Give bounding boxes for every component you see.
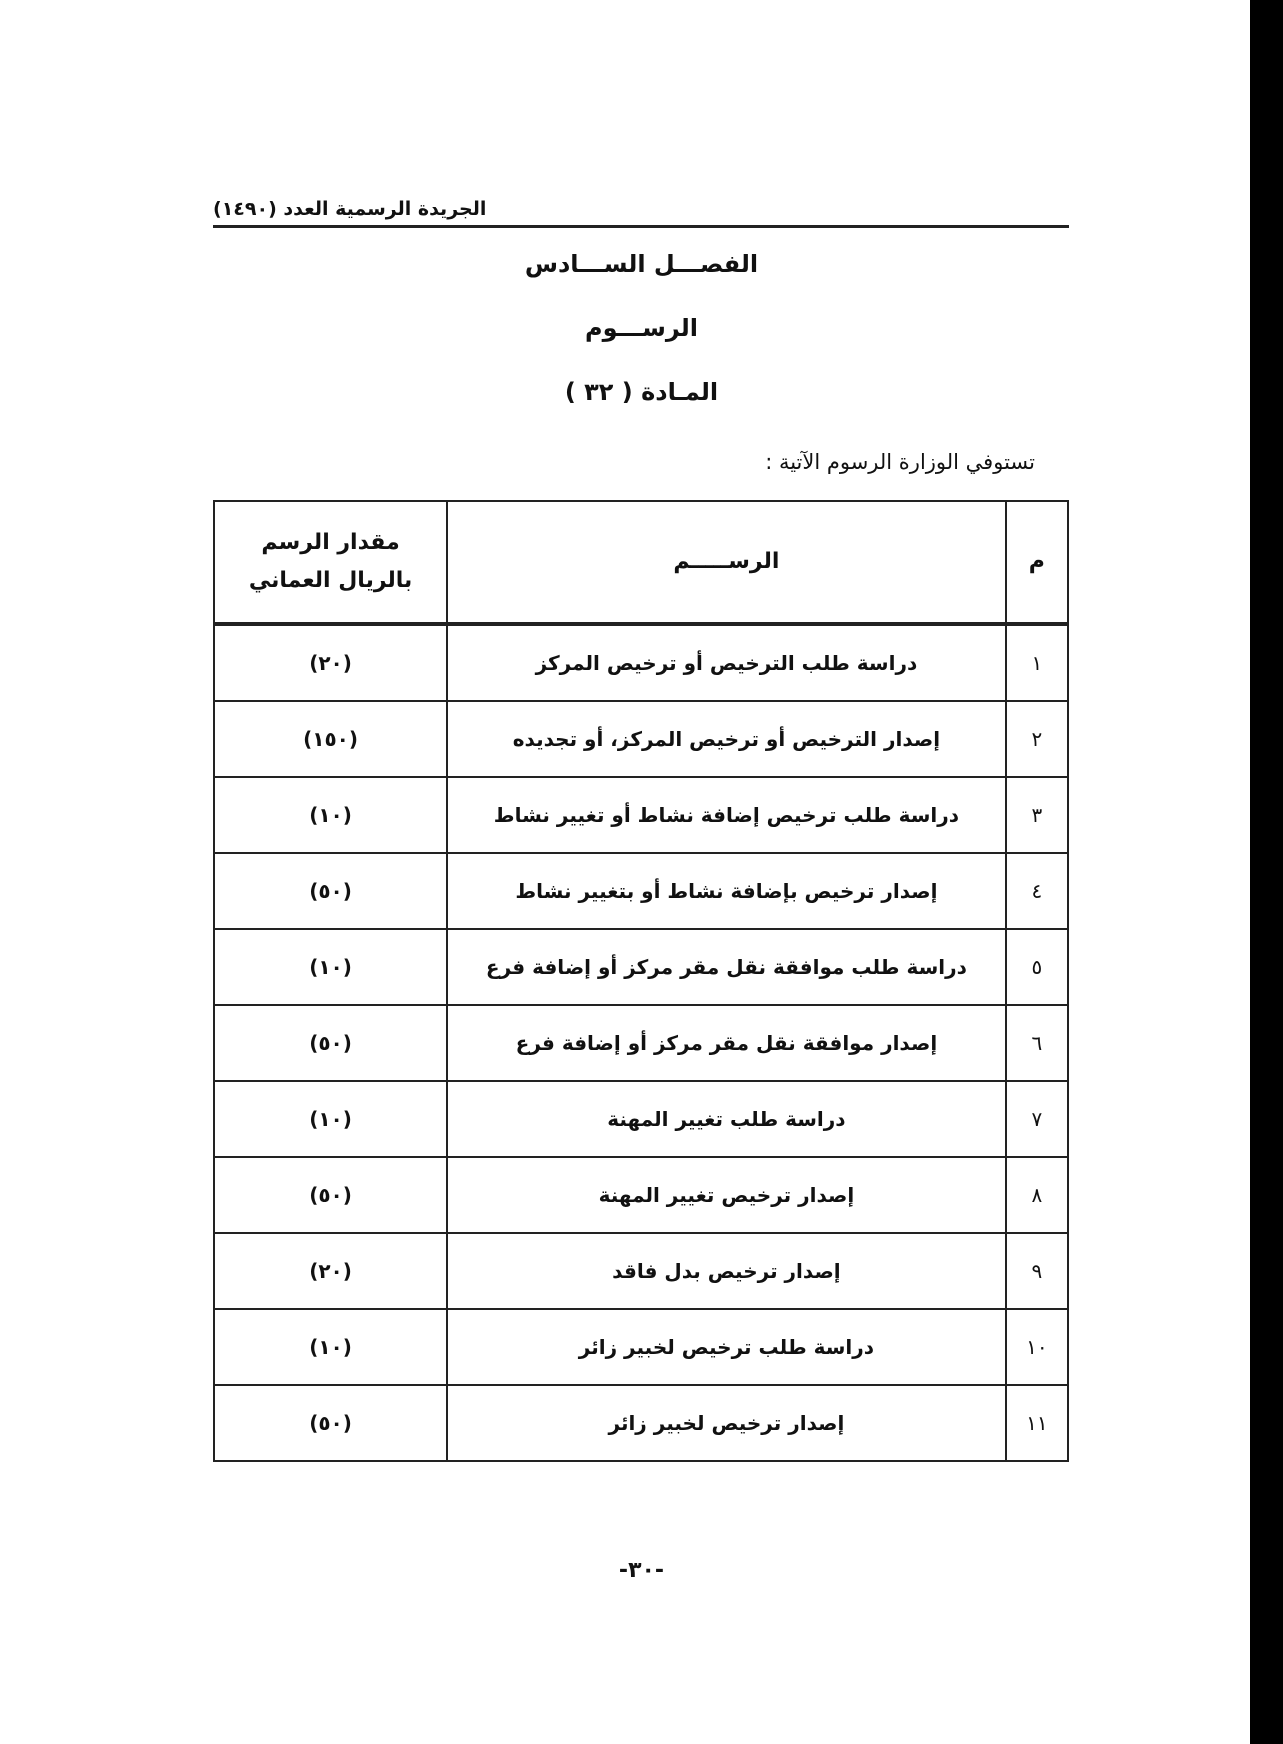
row-number: ٣	[1006, 777, 1068, 853]
table-row	[214, 777, 1068, 853]
row-amount: (١٠)	[214, 1081, 447, 1157]
row-number: ٧	[1006, 1081, 1068, 1157]
header-amount-text: مقدار الرسم بالريال العماني	[248, 530, 413, 593]
intro-text: تستوفي الوزارة الرسوم الآتية :	[765, 450, 1035, 474]
table-row	[214, 701, 1068, 777]
section-title: الرســـوم	[584, 314, 698, 342]
row-number: ١١	[1006, 1385, 1068, 1461]
row-fee: دراسة طلب الترخيص أو ترخيص المركز	[447, 624, 1006, 701]
article-title: المـادة ( ٣٢ )	[564, 378, 719, 406]
table-row	[214, 853, 1068, 929]
table-row	[214, 929, 1068, 1005]
row-fee: إصدار ترخيص تغيير المهنة	[447, 1157, 1006, 1233]
row-fee: دراسة طلب تغيير المهنة	[447, 1081, 1006, 1157]
row-fee: إصدار ترخيص لخبير زائر	[447, 1385, 1006, 1461]
table-row	[214, 1081, 1068, 1157]
gazette-header: الجريدة الرسمية العدد (١٤٩٠)	[213, 198, 487, 220]
row-amount: (٥٠)	[214, 853, 447, 929]
row-number: ٨	[1006, 1157, 1068, 1233]
row-number: ٥	[1006, 929, 1068, 1005]
chapter-title: الفصـــل الســـادس	[524, 250, 759, 278]
row-number: ٩	[1006, 1233, 1068, 1309]
header-amount	[214, 501, 447, 624]
row-amount: (٢٠)	[214, 1233, 447, 1309]
table-row	[214, 1233, 1068, 1309]
table-row	[214, 1005, 1068, 1081]
row-amount: (١٠)	[214, 777, 447, 853]
row-amount: (٥٠)	[214, 1157, 447, 1233]
row-amount: (٥٠)	[214, 1005, 447, 1081]
row-fee: إصدار ترخيص بإضافة نشاط أو بتغيير نشاط	[447, 853, 1006, 929]
table-header-row	[214, 501, 1068, 624]
row-fee: إصدار ترخيص بدل فاقد	[447, 1233, 1006, 1309]
table-row	[214, 624, 1068, 701]
page-number: -٣٠-	[618, 1558, 665, 1583]
header-number: م	[1006, 501, 1068, 624]
row-amount: (٥٠)	[214, 1385, 447, 1461]
row-number: ٤	[1006, 853, 1068, 929]
row-fee: دراسة طلب ترخيص لخبير زائر	[447, 1309, 1006, 1385]
row-number: ١٠	[1006, 1309, 1068, 1385]
row-number: ١	[1006, 624, 1068, 701]
table-row	[214, 1385, 1068, 1461]
row-number: ٦	[1006, 1005, 1068, 1081]
row-fee: دراسة طلب موافقة نقل مقر مركز أو إضافة فرع	[447, 929, 1006, 1005]
table-row	[214, 1309, 1068, 1385]
row-amount: (١٥٠)	[214, 701, 447, 777]
fees-table	[213, 500, 1069, 1462]
row-amount: (١٠)	[214, 1309, 447, 1385]
row-number: ٢	[1006, 701, 1068, 777]
header-fee: الرســـــم	[447, 501, 1006, 624]
row-amount: (١٠)	[214, 929, 447, 1005]
row-amount: (٢٠)	[214, 624, 447, 701]
row-fee: إصدار الترخيص أو ترخيص المركز، أو تجديده	[447, 701, 1006, 777]
table-row	[214, 1157, 1068, 1233]
row-fee: دراسة طلب ترخيص إضافة نشاط أو تغيير نشاط	[447, 777, 1006, 853]
fees-table-body	[214, 624, 1068, 1461]
row-fee: إصدار موافقة نقل مقر مركز أو إضافة فرع	[447, 1005, 1006, 1081]
